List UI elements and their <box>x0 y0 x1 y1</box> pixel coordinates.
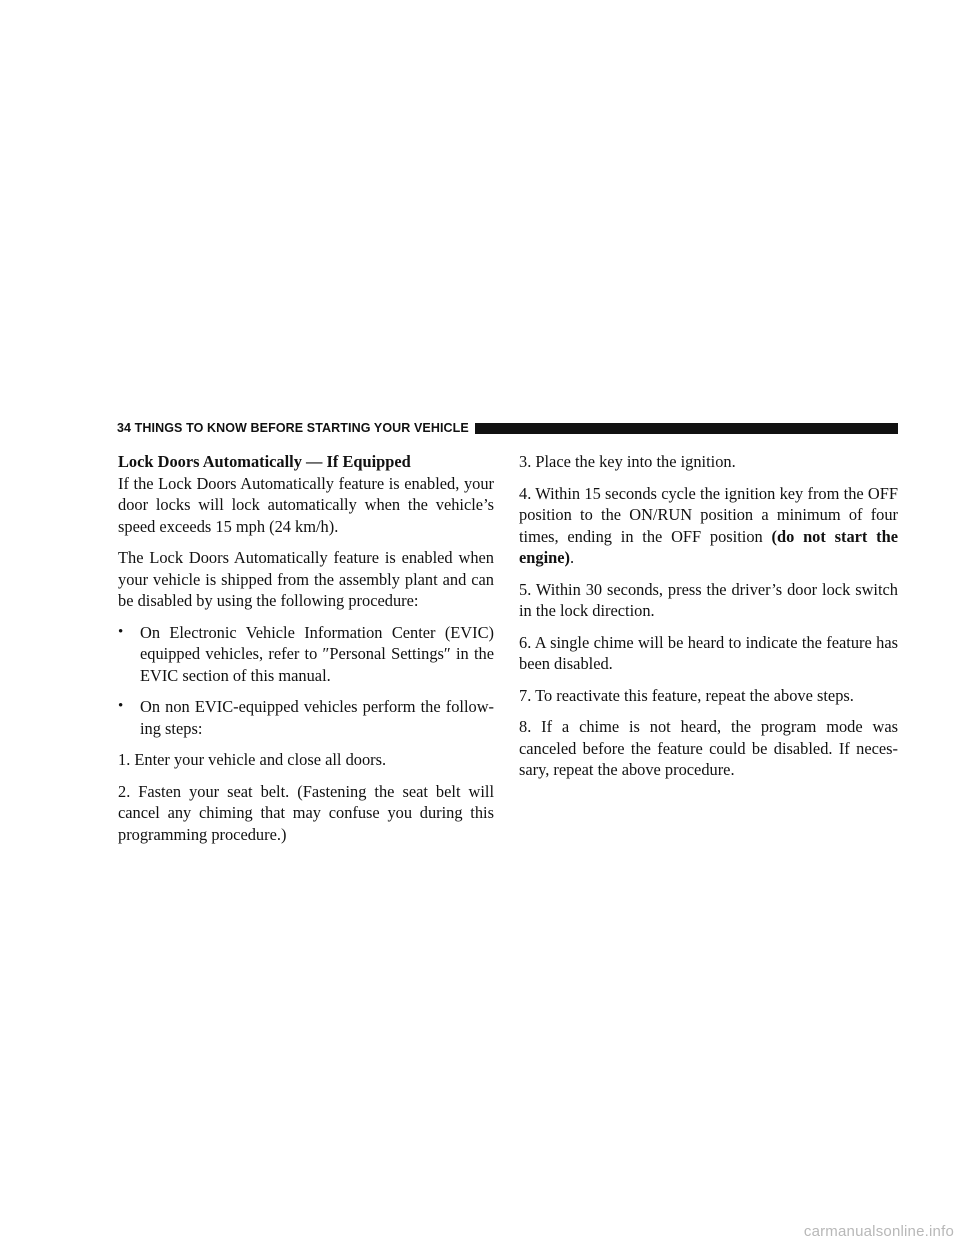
bullet-text: On non EVIC-equipped vehicles perform the follow-ing steps: <box>140 697 494 738</box>
bullet-dot-icon: • <box>118 623 124 640</box>
step-1: 1. Enter your vehicle and close all doors. <box>118 750 387 769</box>
page-header-title: 34 THINGS TO KNOW BEFORE STARTING YOUR VEHICLE <box>117 421 469 435</box>
header-rule-bar <box>475 423 898 434</box>
step-4-text: 4. Within 15 seconds cycle the ignition key from the OFF position to the ON/RUN position a minimum of four times, ending in the OFF position <box>519 483 898 546</box>
step-2: 2. Fasten your seat belt. (Fastening the seat belt will cancel any chiming that may confuse you during this programming procedure.) <box>118 781 494 844</box>
step-8: 8. If a chime is not heard, the program mode was canceled before the feature could be disabled. If neces-sary, repeat the above procedure. <box>519 717 898 779</box>
left-column <box>118 451 494 855</box>
step-4 <box>519 483 898 569</box>
intro-paragraph: If the Lock Doors Automatically feature is enabled, your door locks will lock automatically when the vehicle’s speed exceeds 15 mph (24 km/h). <box>118 473 494 536</box>
procedure-intro-paragraph: The Lock Doors Automatically feature is enabled when your vehicle is shipped from the assembly plant and can be disabled by using the following procedure: <box>118 548 494 610</box>
bullet-item-non-evic <box>118 696 494 739</box>
section-heading: Lock Doors Automatically — If Equipped <box>118 452 411 471</box>
step-4-warning: (do not start the engine) <box>519 526 898 567</box>
bullet-dot-icon: • <box>118 698 124 714</box>
site-watermark: carmanualsonline.info <box>803 1223 954 1240</box>
step-6: 6. A single chime will be heard to indicate the feature has been disabled. <box>519 632 898 673</box>
step-3: 3. Place the key into the ignition. <box>519 452 736 471</box>
right-column <box>519 451 898 791</box>
bullet-item-evic <box>118 622 494 687</box>
page-header <box>117 420 898 436</box>
step-5: 5. Within 30 seconds, press the driver’s door lock switch in the lock direction. <box>519 579 898 620</box>
step-7: 7. To reactivate this feature, repeat the above steps. <box>519 685 854 705</box>
bullet-text: On Electronic Vehicle Information Center (EVIC) equipped vehicles, refer to ″Personal Settings″ in the EVIC section of this manual. <box>140 622 494 685</box>
step-4-end: . <box>570 548 575 567</box>
